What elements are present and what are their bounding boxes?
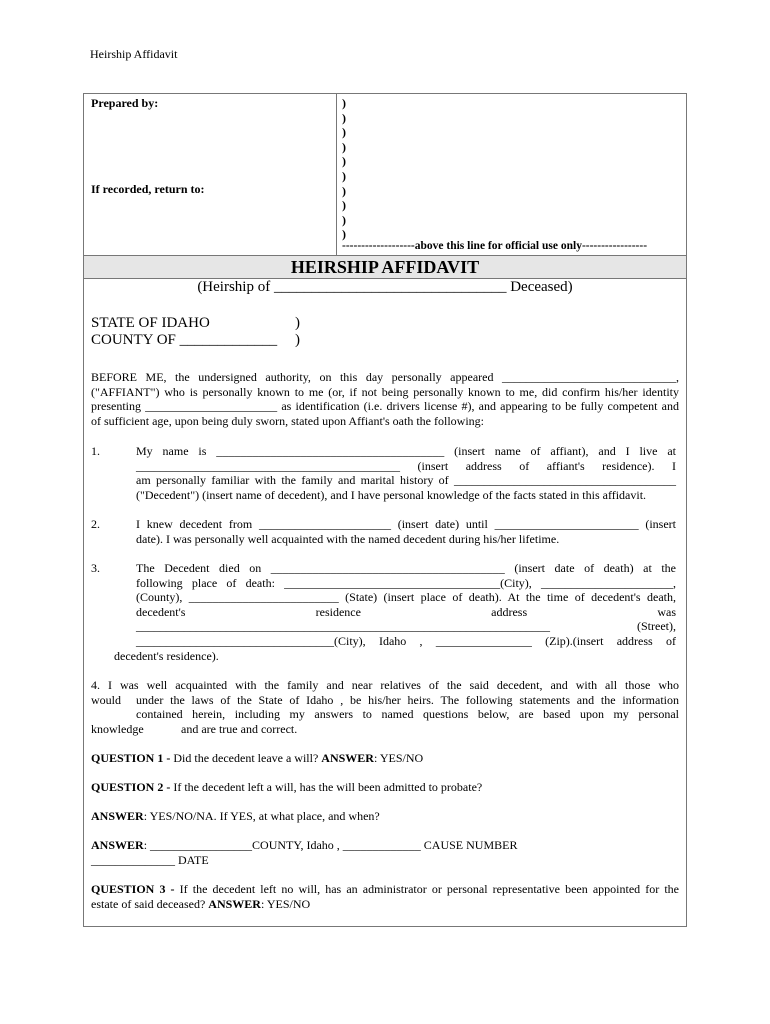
item-3-line: decedent's residence address was [136,604,676,619]
document-title: HEIRSHIP AFFIDAVIT [290,257,480,277]
question-1-text: Did the decedent leave a will? [170,751,322,765]
question-1-answer-label: ANSWER [321,751,374,765]
heirship-subtitle: (Heirship of _______________________________ Deceased) [197,279,573,295]
title-band [84,256,686,279]
paren: ) [342,227,346,242]
venue-paren-2: ) [295,332,300,348]
item-4-line [91,693,679,708]
intro-line: presenting ______________________ as identification (i.e. drivers license #), and appearing to be fully competent and [91,399,679,414]
answer-2 [91,809,380,824]
paren: ) [342,110,346,125]
item-3-line: decedent's residence). [114,649,219,663]
question-3-text: If the decedent left no will, has an administrator or personal representative been appointed for the [174,882,679,896]
venue-state: STATE OF IDAHO [91,315,210,331]
item-3-line: _________________________________(City), Idaho , ________________ (Zip).(insert address of [136,633,676,648]
venue-paren-1: ) [295,315,300,331]
paren: ) [342,139,346,154]
item-4-fragment: knowledge [91,721,144,736]
question-3-answer-label: ANSWER [208,896,261,911]
question-2-text: If the decedent left a will, has the will been admitted to probate? [170,780,483,794]
paren: ) [342,125,346,140]
paren: ) [342,183,346,198]
item-3-paragraph [136,561,676,649]
answer-2-text: : YES/NO/NA. If YES, at what place, and when? [143,809,380,823]
paren: ) [342,154,346,169]
intro-line: of sufficient age, upon being duly sworn, stated upon Affiant's oath the following: [91,413,484,428]
item-3-line: (County), _________________________ (State) (insert place of death). At the time of decedent's death, [136,590,676,605]
answer-3 [91,838,517,853]
intro-paragraph [91,370,679,428]
item-3-line: following place of death: ____________________________________(City), ______________________, [136,575,676,590]
prepared-by-label: Prepared by: [91,96,159,110]
answer-2-label: ANSWER [91,809,144,823]
paren: ) [342,96,346,110]
recording-info-cell [84,94,337,255]
return-to-label: If recorded, return to: [91,182,205,196]
item-1-line: am personally familiar with the family and marital history of _____________________________________ [136,473,676,488]
item-1-number: 1. [91,444,100,458]
item-4-line: 4. I was well acquainted with the family and near relatives of the said decedent, and with all those who [91,678,679,692]
question-1-answer-text: : YES/NO [373,751,424,765]
question-1-label: QUESTION 1 - [91,751,171,765]
item-2-paragraph [136,517,676,546]
item-2-number: 2. [91,517,100,531]
question-3-label: QUESTION 3 - [91,882,175,896]
item-3-line: _____________________________________________________________________ (Street), [136,619,676,634]
intro-line: BEFORE ME, the undersigned authority, on this day personally appeared _____________________________, [91,370,679,384]
document-header-label: Heirship Affidavit [90,47,178,61]
recording-parens [342,96,346,242]
question-2 [91,780,482,795]
venue-county: COUNTY OF _____________ [91,332,278,348]
question-3 [91,882,679,911]
answer-3-text: : _________________COUNTY, Idaho , _____________ CAUSE NUMBER [143,838,518,852]
question-3-line-2: estate of said deceased? [91,896,209,911]
item-1-line: My name is ______________________________________ (insert name of affiant), and I live at [136,444,676,458]
item-1-paragraph [136,444,676,502]
official-use-line: -------------------above this line for official use only----------------- [342,240,648,252]
item-1-line: ____________________________________________ (insert address of affiant's residence). I [136,458,676,473]
item-2-line: date). I was personally well acquainted with the named decedent during his/her lifetime. [136,531,560,546]
question-3-line [91,897,679,912]
item-4-paragraph [91,678,679,736]
intro-line: ("AFFIANT") who is personally known to me (or, if not being personally known to me, did confirm his/her identity [91,384,679,399]
question-3-answer-text: : YES/NO [260,896,311,911]
item-4-fragment: would [91,692,121,707]
item-4-fragment: under the laws of the State of Idaho , be his/her heirs. The following statements and the information [136,692,679,707]
item-4-line [91,722,679,737]
item-4-line: contained herein, including my answers to named questions below, are based upon my personal [136,707,679,722]
answer-3-label: ANSWER [91,838,144,852]
item-1-line: ("Decedent") (insert name of decedent), and I have personal knowledge of the facts stated in this affidavit. [136,487,647,502]
question-1 [91,751,423,766]
paren: ) [342,198,346,213]
item-2-line: I knew decedent from ______________________ (insert date) until ________________________ (insert [136,517,676,531]
paren: ) [342,212,346,227]
answer-3-date-line: ______________ DATE [91,853,209,867]
item-3-number: 3. [91,561,100,575]
question-2-label: QUESTION 2 - [91,780,171,794]
paren: ) [342,168,346,183]
recording-section [84,94,686,256]
item-3-line: The Decedent died on _______________________________________ (insert date of death) at the [136,561,676,575]
question-3-line [91,882,679,897]
item-4-fragment: and are true and correct. [181,721,298,736]
affidavit-frame [83,93,687,927]
